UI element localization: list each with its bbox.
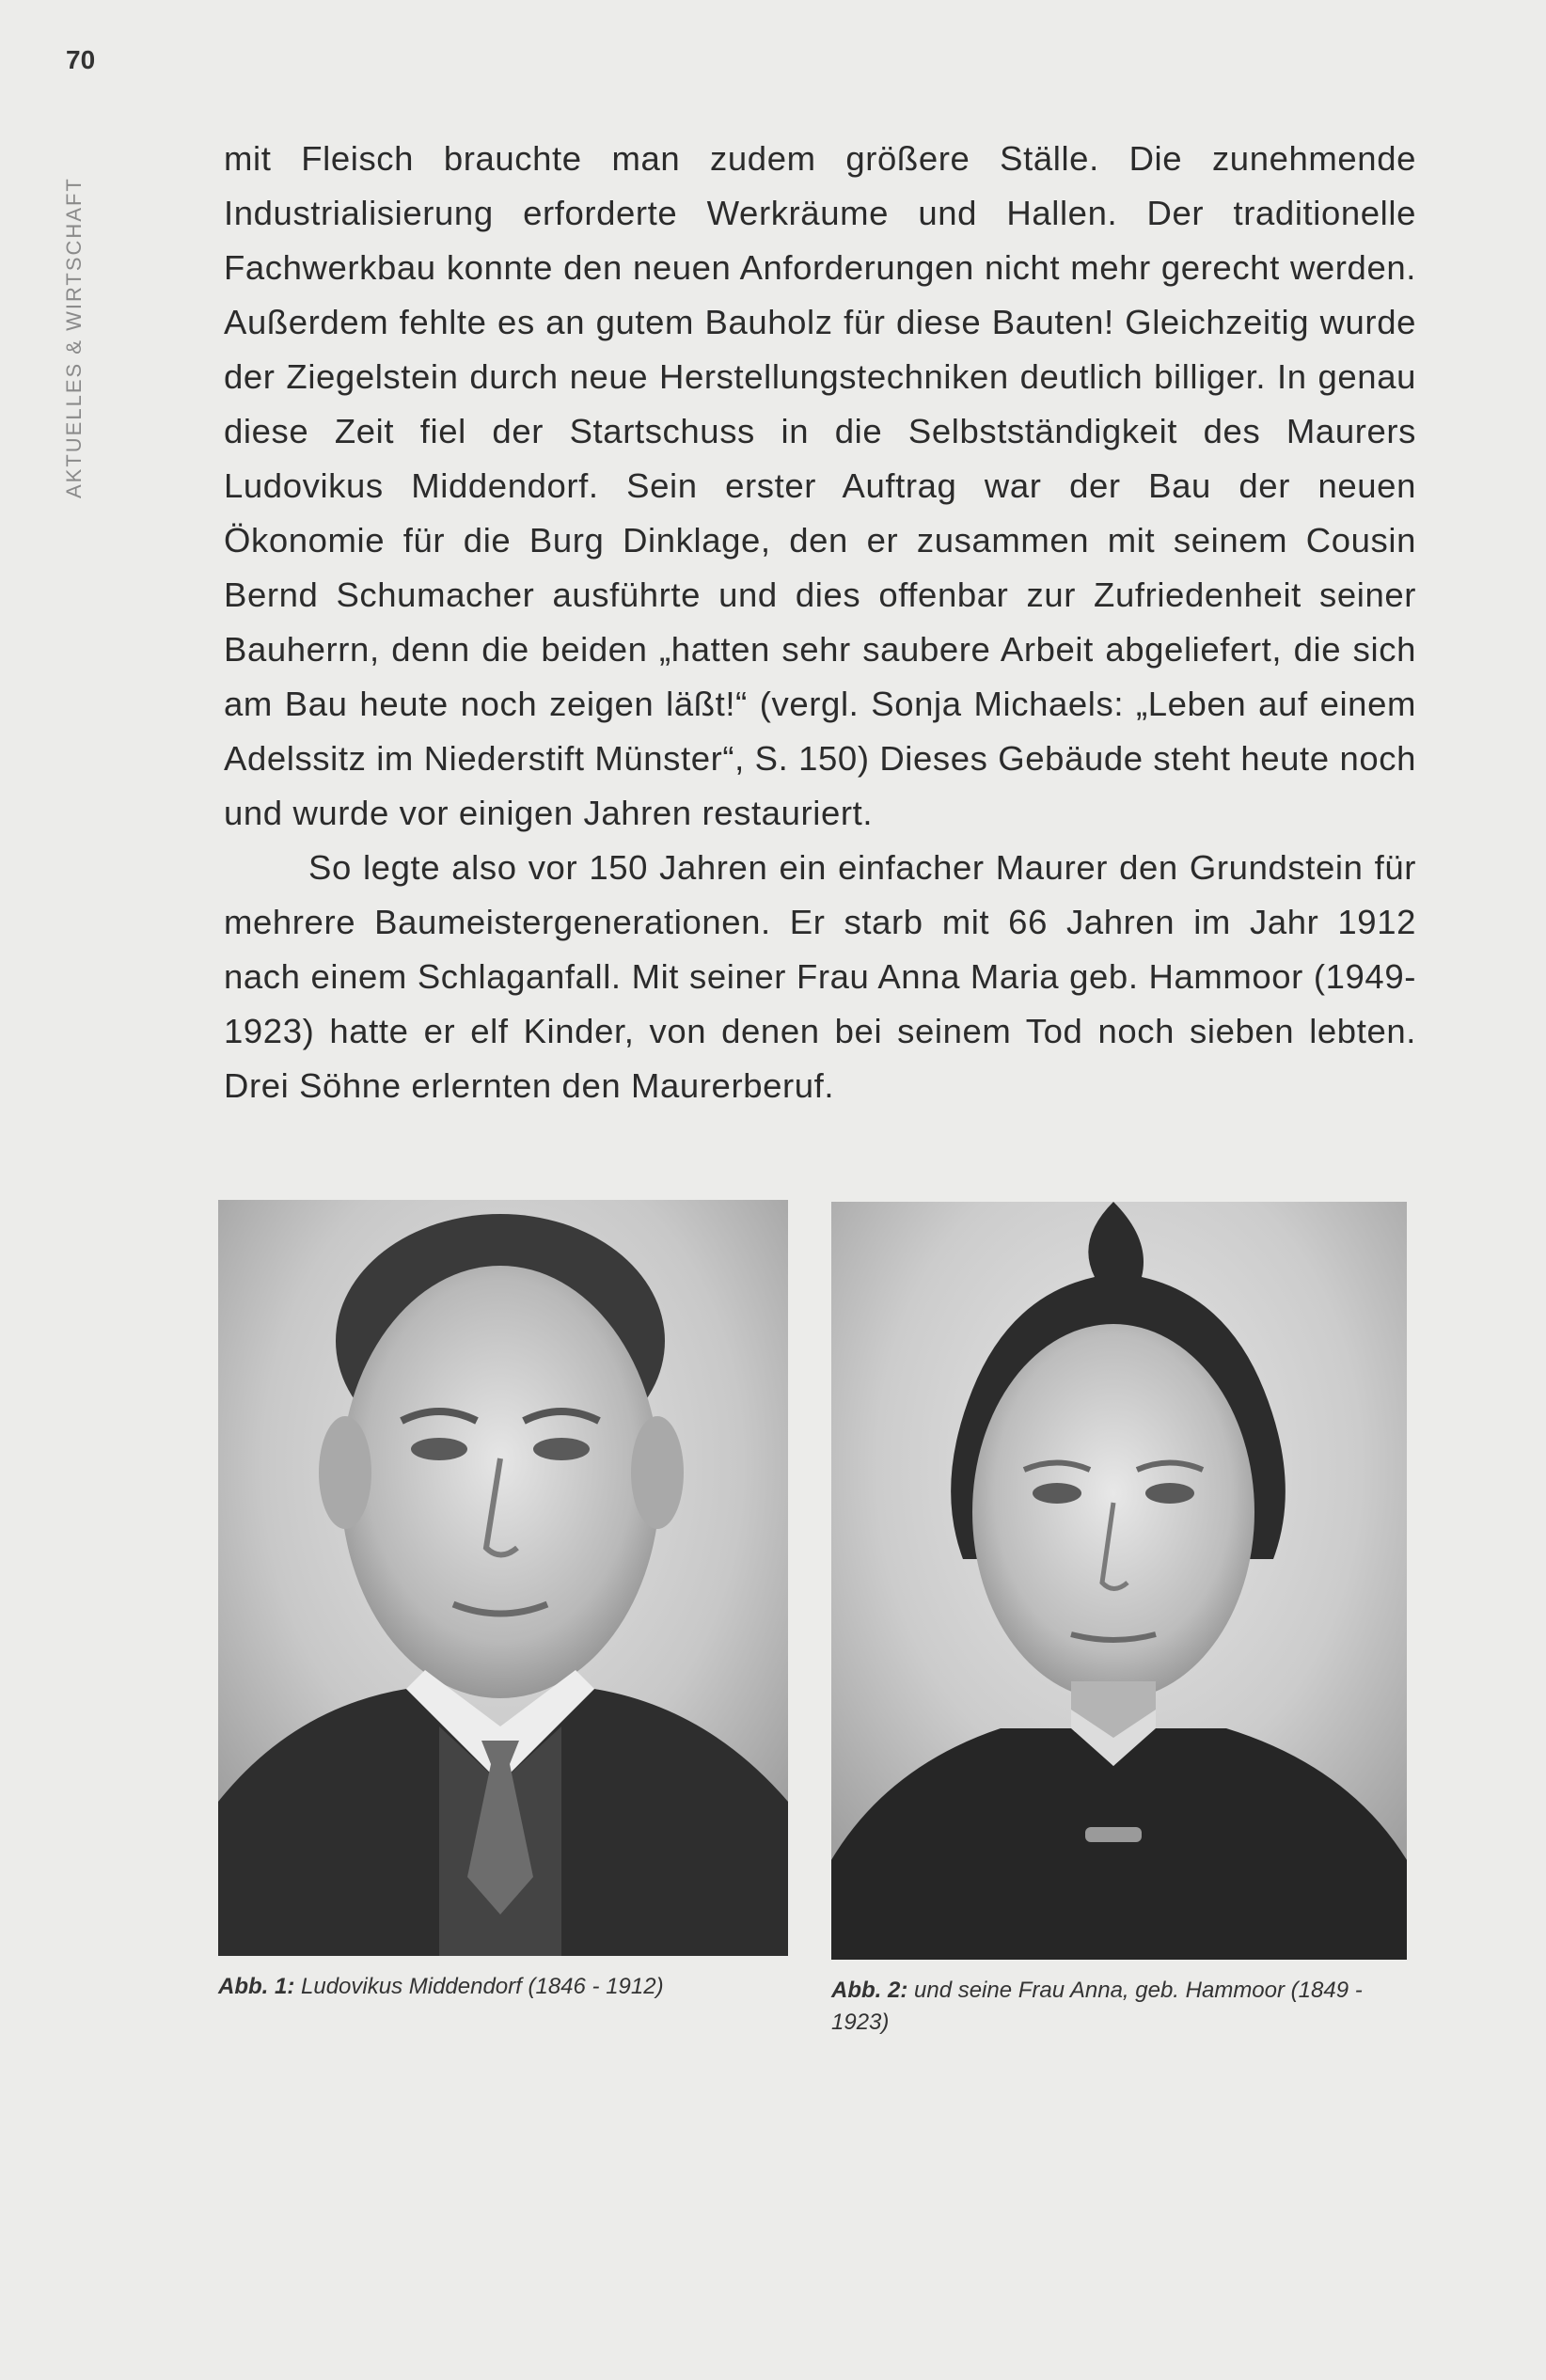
figure-1-caption [218, 1971, 782, 2003]
article-body [224, 132, 1416, 1113]
portrait-man-icon [218, 1200, 788, 1956]
figure-2-label: Abb. 2: [831, 1978, 908, 2003]
figure-1-caption-text: Ludovikus Middendorf (1846 - 1912) [301, 1974, 664, 1999]
figure-1-label: Abb. 1: [218, 1974, 295, 1999]
paragraph-2: So legte also vor 150 Jahren ein einfacher Maurer den Grundstein für mehrere Baumeistergenerationen. Er starb mit 66 Jahren im Jahr 1912 nach einem Schlaganfall. Mit seiner Frau Anna Maria geb. Hammoor (1949-1923) hatte er elf Kinder, von denen bei seinem Tod noch sieben lebten. Drei Söhne erlernten den Maurerberuf. [224, 848, 1416, 1105]
figure-2-caption-text: und seine Frau Anna, geb. Hammoor (1849 - 1923) [831, 1978, 1363, 2035]
photo-anna-hammoor [831, 1202, 1407, 1960]
page-number: 70 [66, 45, 96, 74]
section-label: AKTUELLES & WIRTSCHAFT [62, 177, 86, 498]
figure-2-caption [831, 1975, 1396, 2039]
photo-ludovikus-middendorf [218, 1200, 788, 1956]
portrait-woman-icon [831, 1202, 1407, 1960]
paragraph-1: mit Fleisch brauchte man zudem größere Ställe. Die zunehmende Industrialisierung erforderte Werkräume und Hallen. Der traditionelle Fachwerkbau konnte den neuen Anforderungen nicht mehr gerecht werden. Außerdem fehlte es an gutem Bauholz für diese Bauten! Gleichzeitig wurde der Ziegelstein durch neue Herstellungstechniken deutlich billiger. In genau diese Zeit fiel der Startschuss in die Selbstständigkeit des Maurers Ludovikus Middendorf. Sein erster Auftrag war der Bau der neuen Ökonomie für die Burg Dinklage, den er zusammen mit seinem Cousin Bernd Schumacher ausführte und dies offenbar zur Zufriedenheit seiner Bauherrn, denn die beiden „hatten sehr saubere Arbeit abgeliefert, die sich am Bau heute noch zeigen läßt!“ (vergl. Sonja Michaels: „Leben auf einem Adelssitz im Niederstift Münster“, S. 150) Dieses Gebäude steht heute noch und wurde vor einigen Jahren restauriert. [224, 139, 1416, 832]
